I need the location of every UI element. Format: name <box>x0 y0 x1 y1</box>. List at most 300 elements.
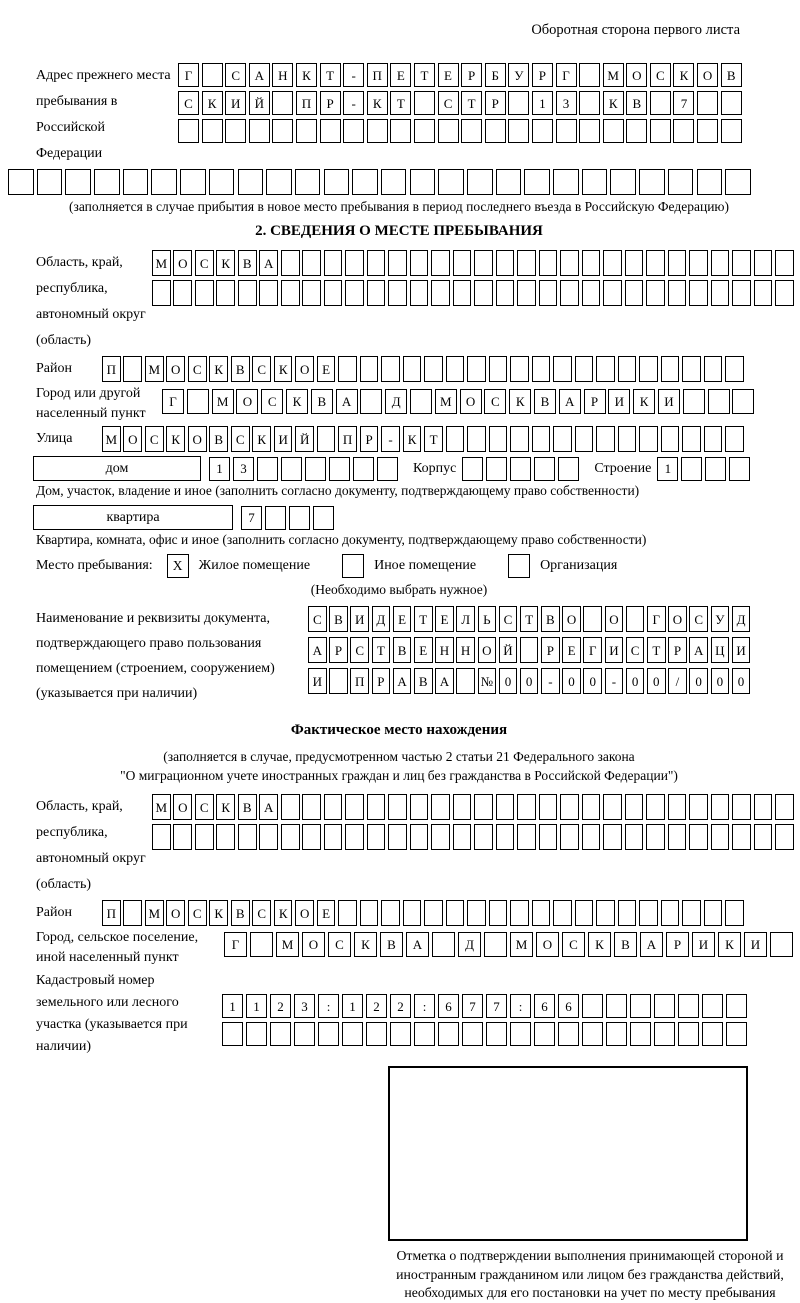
char-cell[interactable]: А <box>435 668 454 694</box>
char-cell[interactable] <box>367 119 388 143</box>
char-cell[interactable]: К <box>216 794 235 820</box>
char-cell[interactable]: М <box>276 932 299 957</box>
char-cell[interactable] <box>596 356 615 382</box>
char-cell[interactable]: К <box>202 91 223 115</box>
char-cell[interactable] <box>668 250 687 276</box>
district-grid[interactable] <box>102 356 747 382</box>
char-cell[interactable] <box>438 169 464 195</box>
char-cell[interactable] <box>697 91 718 115</box>
char-cell[interactable] <box>496 280 515 306</box>
char-cell[interactable] <box>257 457 278 481</box>
char-cell[interactable]: С <box>195 250 214 276</box>
char-cell[interactable] <box>553 426 572 452</box>
char-cell[interactable] <box>367 250 386 276</box>
char-cell[interactable]: В <box>231 356 250 382</box>
char-cell[interactable] <box>539 250 558 276</box>
char-cell[interactable] <box>539 794 558 820</box>
char-cell[interactable] <box>173 824 192 850</box>
char-cell[interactable]: Г <box>556 63 577 87</box>
char-cell[interactable] <box>266 169 292 195</box>
char-cell[interactable] <box>296 119 317 143</box>
char-cell[interactable]: А <box>259 794 278 820</box>
char-cell[interactable] <box>681 457 702 481</box>
char-cell[interactable]: К <box>166 426 185 452</box>
char-cell[interactable] <box>289 506 310 530</box>
char-cell[interactable]: 0 <box>583 668 602 694</box>
char-cell[interactable]: П <box>102 356 121 382</box>
char-cell[interactable] <box>410 794 429 820</box>
char-cell[interactable] <box>725 356 744 382</box>
char-cell[interactable] <box>390 1022 411 1046</box>
char-cell[interactable] <box>726 994 747 1018</box>
char-cell[interactable]: И <box>274 426 293 452</box>
char-cell[interactable]: Р <box>360 426 379 452</box>
char-cell[interactable]: : <box>414 994 435 1018</box>
char-cell[interactable] <box>446 426 465 452</box>
char-cell[interactable]: М <box>435 389 457 414</box>
char-cell[interactable] <box>343 119 364 143</box>
char-cell[interactable]: О <box>697 63 718 87</box>
char-cell[interactable]: О <box>166 900 185 926</box>
char-cell[interactable]: 6 <box>438 994 459 1018</box>
prev-address-grid-2[interactable] <box>178 91 744 115</box>
char-cell[interactable]: М <box>510 932 533 957</box>
char-cell[interactable] <box>639 356 658 382</box>
char-cell[interactable] <box>202 63 223 87</box>
char-cell[interactable] <box>65 169 91 195</box>
char-cell[interactable] <box>281 457 302 481</box>
char-cell[interactable] <box>489 900 508 926</box>
char-cell[interactable]: С <box>328 932 351 957</box>
char-cell[interactable]: В <box>614 932 637 957</box>
char-cell[interactable]: Р <box>666 932 689 957</box>
char-cell[interactable] <box>517 794 536 820</box>
char-cell[interactable] <box>367 794 386 820</box>
char-cell[interactable]: М <box>212 389 234 414</box>
char-cell[interactable]: К <box>252 426 271 452</box>
char-cell[interactable] <box>360 356 379 382</box>
char-cell[interactable]: 3 <box>556 91 577 115</box>
char-cell[interactable] <box>603 280 622 306</box>
char-cell[interactable]: 2 <box>366 994 387 1018</box>
char-cell[interactable] <box>320 119 341 143</box>
stay-organization-checkbox[interactable] <box>508 554 530 578</box>
fact-district-grid[interactable] <box>102 900 747 926</box>
char-cell[interactable]: № <box>478 668 497 694</box>
char-cell[interactable]: Д <box>732 606 751 632</box>
prev-address-grid-4[interactable] <box>8 169 762 195</box>
char-cell[interactable] <box>606 994 627 1018</box>
char-cell[interactable] <box>711 824 730 850</box>
char-cell[interactable] <box>517 250 536 276</box>
char-cell[interactable] <box>729 457 750 481</box>
char-cell[interactable]: С <box>650 63 671 87</box>
char-cell[interactable] <box>202 119 223 143</box>
char-cell[interactable]: Р <box>668 637 687 663</box>
char-cell[interactable]: Т <box>520 606 539 632</box>
region-grid-2[interactable] <box>152 280 797 306</box>
char-cell[interactable] <box>603 824 622 850</box>
char-cell[interactable]: П <box>338 426 357 452</box>
char-cell[interactable]: Р <box>584 389 606 414</box>
char-cell[interactable]: М <box>152 250 171 276</box>
char-cell[interactable]: Е <box>562 637 581 663</box>
char-cell[interactable] <box>390 119 411 143</box>
stroenie-grid[interactable] <box>657 457 753 481</box>
char-cell[interactable] <box>281 250 300 276</box>
char-cell[interactable]: П <box>102 900 121 926</box>
char-cell[interactable]: Г <box>583 637 602 663</box>
char-cell[interactable] <box>606 1022 627 1046</box>
char-cell[interactable] <box>775 824 794 850</box>
char-cell[interactable] <box>345 250 364 276</box>
char-cell[interactable] <box>446 900 465 926</box>
char-cell[interactable] <box>410 169 436 195</box>
char-cell[interactable] <box>8 169 34 195</box>
char-cell[interactable]: И <box>225 91 246 115</box>
char-cell[interactable] <box>462 1022 483 1046</box>
char-cell[interactable] <box>603 119 624 143</box>
char-cell[interactable] <box>721 119 742 143</box>
char-cell[interactable] <box>689 794 708 820</box>
char-cell[interactable] <box>532 356 551 382</box>
char-cell[interactable]: В <box>209 426 228 452</box>
char-cell[interactable]: П <box>350 668 369 694</box>
char-cell[interactable] <box>603 250 622 276</box>
char-cell[interactable] <box>625 824 644 850</box>
char-cell[interactable] <box>510 900 529 926</box>
char-cell[interactable]: А <box>308 637 327 663</box>
city-grid[interactable] <box>162 389 757 414</box>
char-cell[interactable] <box>345 280 364 306</box>
char-cell[interactable] <box>754 250 773 276</box>
char-cell[interactable]: С <box>252 356 271 382</box>
char-cell[interactable] <box>324 280 343 306</box>
char-cell[interactable]: Й <box>295 426 314 452</box>
char-cell[interactable]: О <box>166 356 185 382</box>
char-cell[interactable]: 0 <box>689 668 708 694</box>
char-cell[interactable]: Ь <box>478 606 497 632</box>
char-cell[interactable]: Т <box>647 637 666 663</box>
char-cell[interactable] <box>238 824 257 850</box>
cadastral-grid-1[interactable] <box>222 994 750 1018</box>
char-cell[interactable] <box>484 932 507 957</box>
char-cell[interactable]: Г <box>162 389 184 414</box>
char-cell[interactable] <box>508 119 529 143</box>
char-cell[interactable]: У <box>508 63 529 87</box>
char-cell[interactable] <box>556 119 577 143</box>
char-cell[interactable]: 6 <box>534 994 555 1018</box>
char-cell[interactable] <box>702 1022 723 1046</box>
char-cell[interactable] <box>668 280 687 306</box>
char-cell[interactable]: С <box>231 426 250 452</box>
char-cell[interactable]: Е <box>317 900 336 926</box>
char-cell[interactable]: О <box>123 426 142 452</box>
char-cell[interactable] <box>352 169 378 195</box>
char-cell[interactable] <box>618 900 637 926</box>
char-cell[interactable] <box>532 426 551 452</box>
char-cell[interactable] <box>272 91 293 115</box>
char-cell[interactable] <box>553 169 579 195</box>
char-cell[interactable] <box>195 280 214 306</box>
char-cell[interactable]: В <box>393 637 412 663</box>
char-cell[interactable] <box>618 356 637 382</box>
char-cell[interactable] <box>414 91 435 115</box>
document-grid-1[interactable] <box>308 606 753 632</box>
char-cell[interactable] <box>152 280 171 306</box>
char-cell[interactable] <box>345 824 364 850</box>
char-cell[interactable]: С <box>626 637 645 663</box>
char-cell[interactable] <box>246 1022 267 1046</box>
char-cell[interactable] <box>539 824 558 850</box>
char-cell[interactable] <box>708 389 730 414</box>
char-cell[interactable] <box>381 356 400 382</box>
char-cell[interactable]: И <box>350 606 369 632</box>
char-cell[interactable] <box>639 900 658 926</box>
char-cell[interactable]: В <box>414 668 433 694</box>
char-cell[interactable]: А <box>559 389 581 414</box>
char-cell[interactable] <box>630 994 651 1018</box>
char-cell[interactable] <box>732 389 754 414</box>
char-cell[interactable] <box>294 1022 315 1046</box>
char-cell[interactable]: В <box>626 91 647 115</box>
char-cell[interactable]: О <box>668 606 687 632</box>
apartment-type-box[interactable]: квартира <box>33 505 233 530</box>
char-cell[interactable]: И <box>692 932 715 957</box>
char-cell[interactable]: Т <box>390 91 411 115</box>
char-cell[interactable] <box>338 356 357 382</box>
char-cell[interactable] <box>123 356 142 382</box>
char-cell[interactable]: Е <box>393 606 412 632</box>
char-cell[interactable]: А <box>249 63 270 87</box>
char-cell[interactable] <box>388 794 407 820</box>
char-cell[interactable] <box>639 426 658 452</box>
char-cell[interactable]: А <box>689 637 708 663</box>
char-cell[interactable] <box>558 1022 579 1046</box>
char-cell[interactable]: В <box>541 606 560 632</box>
char-cell[interactable]: Е <box>438 63 459 87</box>
char-cell[interactable] <box>302 824 321 850</box>
char-cell[interactable] <box>725 900 744 926</box>
char-cell[interactable]: М <box>145 900 164 926</box>
char-cell[interactable]: С <box>261 389 283 414</box>
char-cell[interactable]: И <box>744 932 767 957</box>
char-cell[interactable] <box>510 457 531 481</box>
char-cell[interactable] <box>650 119 671 143</box>
char-cell[interactable]: Д <box>458 932 481 957</box>
char-cell[interactable] <box>381 169 407 195</box>
char-cell[interactable] <box>711 250 730 276</box>
char-cell[interactable]: 7 <box>486 994 507 1018</box>
char-cell[interactable] <box>661 900 680 926</box>
char-cell[interactable] <box>558 457 579 481</box>
char-cell[interactable] <box>187 389 209 414</box>
char-cell[interactable]: Р <box>461 63 482 87</box>
char-cell[interactable] <box>646 280 665 306</box>
char-cell[interactable] <box>626 606 645 632</box>
char-cell[interactable]: О <box>536 932 559 957</box>
char-cell[interactable]: В <box>238 250 257 276</box>
char-cell[interactable]: В <box>534 389 556 414</box>
char-cell[interactable] <box>123 900 142 926</box>
char-cell[interactable] <box>414 1022 435 1046</box>
char-cell[interactable]: 0 <box>562 668 581 694</box>
char-cell[interactable]: 0 <box>711 668 730 694</box>
char-cell[interactable] <box>583 606 602 632</box>
char-cell[interactable] <box>313 506 334 530</box>
char-cell[interactable] <box>689 250 708 276</box>
char-cell[interactable] <box>754 794 773 820</box>
char-cell[interactable] <box>249 119 270 143</box>
char-cell[interactable] <box>474 250 493 276</box>
char-cell[interactable]: Т <box>372 637 391 663</box>
char-cell[interactable] <box>596 426 615 452</box>
char-cell[interactable] <box>582 1022 603 1046</box>
char-cell[interactable]: Ц <box>711 637 730 663</box>
char-cell[interactable]: Б <box>485 63 506 87</box>
stay-residential-checkbox[interactable]: X <box>167 554 189 578</box>
char-cell[interactable] <box>732 794 751 820</box>
char-cell[interactable]: 1 <box>209 457 230 481</box>
char-cell[interactable]: Р <box>532 63 553 87</box>
char-cell[interactable] <box>324 794 343 820</box>
char-cell[interactable] <box>414 119 435 143</box>
char-cell[interactable]: И <box>308 668 327 694</box>
char-cell[interactable]: К <box>274 900 293 926</box>
char-cell[interactable] <box>579 91 600 115</box>
char-cell[interactable] <box>711 280 730 306</box>
char-cell[interactable]: 1 <box>246 994 267 1018</box>
char-cell[interactable] <box>682 356 701 382</box>
char-cell[interactable] <box>775 280 794 306</box>
char-cell[interactable] <box>618 426 637 452</box>
char-cell[interactable] <box>342 1022 363 1046</box>
char-cell[interactable] <box>524 169 550 195</box>
char-cell[interactable] <box>431 280 450 306</box>
char-cell[interactable] <box>37 169 63 195</box>
char-cell[interactable] <box>216 824 235 850</box>
char-cell[interactable]: К <box>603 91 624 115</box>
char-cell[interactable] <box>360 389 382 414</box>
char-cell[interactable] <box>360 900 379 926</box>
char-cell[interactable]: К <box>296 63 317 87</box>
char-cell[interactable] <box>668 794 687 820</box>
char-cell[interactable] <box>682 900 701 926</box>
char-cell[interactable]: К <box>633 389 655 414</box>
char-cell[interactable]: 6 <box>558 994 579 1018</box>
char-cell[interactable]: С <box>484 389 506 414</box>
char-cell[interactable] <box>654 994 675 1018</box>
char-cell[interactable]: Е <box>390 63 411 87</box>
char-cell[interactable]: С <box>225 63 246 87</box>
char-cell[interactable] <box>678 994 699 1018</box>
char-cell[interactable] <box>173 280 192 306</box>
char-cell[interactable]: : <box>510 994 531 1018</box>
fact-region-grid-1[interactable] <box>152 794 797 820</box>
char-cell[interactable] <box>317 426 336 452</box>
char-cell[interactable]: С <box>252 900 271 926</box>
char-cell[interactable] <box>302 250 321 276</box>
region-grid-1[interactable] <box>152 250 797 276</box>
char-cell[interactable]: О <box>562 606 581 632</box>
char-cell[interactable]: К <box>216 250 235 276</box>
char-cell[interactable]: / <box>668 668 687 694</box>
char-cell[interactable]: С <box>188 356 207 382</box>
char-cell[interactable]: У <box>711 606 730 632</box>
char-cell[interactable] <box>225 119 246 143</box>
char-cell[interactable] <box>377 457 398 481</box>
document-grid-3[interactable] <box>308 668 753 694</box>
char-cell[interactable]: Г <box>178 63 199 87</box>
char-cell[interactable] <box>725 169 751 195</box>
char-cell[interactable]: Т <box>414 606 433 632</box>
char-cell[interactable]: П <box>367 63 388 87</box>
char-cell[interactable]: 1 <box>657 457 678 481</box>
char-cell[interactable] <box>579 63 600 87</box>
char-cell[interactable] <box>639 169 665 195</box>
char-cell[interactable] <box>510 1022 531 1046</box>
char-cell[interactable] <box>209 169 235 195</box>
char-cell[interactable]: О <box>460 389 482 414</box>
char-cell[interactable] <box>151 169 177 195</box>
char-cell[interactable]: 0 <box>499 668 518 694</box>
char-cell[interactable] <box>689 824 708 850</box>
char-cell[interactable] <box>338 900 357 926</box>
house-type-box[interactable]: дом <box>33 456 201 481</box>
char-cell[interactable]: Р <box>329 637 348 663</box>
char-cell[interactable] <box>485 119 506 143</box>
char-cell[interactable] <box>467 426 486 452</box>
char-cell[interactable]: - <box>605 668 624 694</box>
char-cell[interactable]: А <box>406 932 429 957</box>
char-cell[interactable]: О <box>236 389 258 414</box>
char-cell[interactable]: О <box>605 606 624 632</box>
char-cell[interactable] <box>646 250 665 276</box>
char-cell[interactable] <box>683 389 705 414</box>
char-cell[interactable] <box>152 824 171 850</box>
char-cell[interactable]: 0 <box>520 668 539 694</box>
char-cell[interactable] <box>560 794 579 820</box>
char-cell[interactable] <box>388 280 407 306</box>
char-cell[interactable] <box>456 668 475 694</box>
char-cell[interactable]: К <box>673 63 694 87</box>
char-cell[interactable] <box>697 119 718 143</box>
char-cell[interactable]: В <box>311 389 333 414</box>
char-cell[interactable]: 2 <box>390 994 411 1018</box>
char-cell[interactable] <box>704 426 723 452</box>
char-cell[interactable] <box>650 91 671 115</box>
char-cell[interactable]: Е <box>435 606 454 632</box>
cadastral-grid-2[interactable] <box>222 1022 750 1046</box>
char-cell[interactable] <box>489 426 508 452</box>
char-cell[interactable] <box>711 794 730 820</box>
char-cell[interactable]: Н <box>272 63 293 87</box>
char-cell[interactable] <box>238 169 264 195</box>
char-cell[interactable] <box>661 356 680 382</box>
char-cell[interactable] <box>453 250 472 276</box>
char-cell[interactable]: 1 <box>342 994 363 1018</box>
char-cell[interactable] <box>259 824 278 850</box>
char-cell[interactable] <box>453 794 472 820</box>
char-cell[interactable] <box>510 356 529 382</box>
char-cell[interactable] <box>630 1022 651 1046</box>
char-cell[interactable] <box>534 1022 555 1046</box>
char-cell[interactable] <box>553 356 572 382</box>
prev-address-grid-3[interactable] <box>178 119 744 143</box>
char-cell[interactable] <box>520 637 539 663</box>
char-cell[interactable]: С <box>562 932 585 957</box>
char-cell[interactable] <box>754 280 773 306</box>
